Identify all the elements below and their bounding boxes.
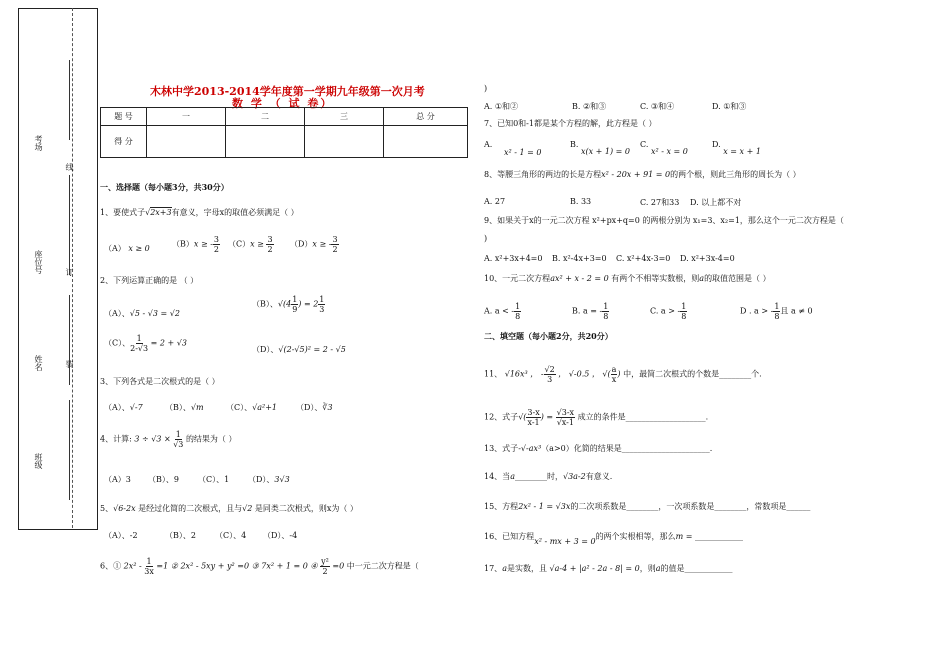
q11-stem: 11、 √16x³ ， - $\frac{√2}{3}$ ， √-0.5 ， √( $\frac{a}{x}$ ) 中，最简二次根式的个数是________个. <box>484 365 762 384</box>
q3-stem: 3、下列各式是二次根式的是（ ） <box>100 377 220 386</box>
q15-stem: 15、方程2x² - 1 = √3x的二次项系数是________，一次项系数是________，常数项是______ <box>484 502 811 511</box>
q9-stem: 9、如果关于x的一元二次方程 x²+px+q=0 的两根分别为 x₁=3、x₂=1，那么这个一元二次方程是（ <box>484 216 844 225</box>
name-line <box>69 295 70 385</box>
q8-option-b: B. 33 <box>570 197 592 206</box>
q2-stem: 2、下列运算正确的是 （ ） <box>100 276 199 285</box>
score-header: 一 <box>147 108 226 126</box>
q10-option-c: C. a > - $\frac{1}{8}$ <box>650 302 687 321</box>
score-header: 总 分 <box>384 108 468 126</box>
q10-option-b: B. a = - $\frac{1}{8}$ <box>572 302 609 321</box>
q1-stem: 1、要使式子√2x+3有意义，字母x的取值必须满足（ ） <box>100 208 299 217</box>
seal-line-char: 线 <box>65 163 74 171</box>
q5-option-c: （C）、4 <box>215 531 247 540</box>
q16-stem: 16、已知方程x² - mx + 3 = 0的两个实根相等，那么m = ____________ <box>484 532 743 546</box>
seat-line <box>69 175 70 275</box>
q5-stem: 5、√6-2x 是经过化简的二次根式，且与√2 是同类二次根式，则x为（ ） <box>100 504 358 513</box>
class-line <box>69 400 70 500</box>
score-header: 二 <box>226 108 305 126</box>
q4-option-d: （D）、3√3 <box>248 475 290 484</box>
score-table <box>100 107 468 158</box>
score-cell[interactable] <box>305 126 384 158</box>
q12-stem: 12、式子√( $\frac{3-x}{x-1}$ ) = $\frac{√3-x}{√x-1}$ 成立的条件是____________________. <box>484 408 709 427</box>
q7-option-d: D. x = x + 1 <box>712 140 761 156</box>
seat-label: 座位号 <box>34 250 43 274</box>
score-header: 三 <box>305 108 384 126</box>
room-line <box>69 60 70 140</box>
q6-option-c: C. ③和④ <box>640 102 675 111</box>
q2-option-c: （C）、 $\frac{1}{2-√3}$ = 2 + √3 <box>104 334 187 353</box>
room-label: 考场 <box>34 135 43 151</box>
q4-option-c: （C）、1 <box>198 475 230 484</box>
q17-stem: 17、a是实数，且 √a-4 + |a² - 2a - 8| = 0，则a的值是____________ <box>484 564 733 573</box>
q1-option-c: （C）x ≥ $\frac{3}{2}$ <box>228 235 273 254</box>
seal-bind-char: 订 <box>65 268 74 276</box>
score-cell[interactable] <box>384 126 468 158</box>
q1-option-a: （A） x ≥ 0 <box>104 244 150 253</box>
q8-option-d: D. 以上都不对 <box>690 198 742 207</box>
score-cell[interactable] <box>226 126 305 158</box>
subject-title: 数 学 （ 试 卷） <box>232 97 334 110</box>
q8-option-a: A. 27 <box>484 197 506 206</box>
q3-option-d: （D）、∛3 <box>296 403 333 412</box>
q9-option-b: B. x²-4x+3=0 <box>552 254 607 263</box>
q2-option-b: （B）、√(4 $\frac{1}{9}$ ) = 2 $\frac{1}{3}$ <box>252 295 325 314</box>
name-label: 姓名 <box>34 355 43 371</box>
q3-option-a: （A）、√-7 <box>104 403 143 412</box>
q9-close: ) <box>484 234 488 243</box>
section1-title: 一、选择题（每小题3分，共30分） <box>100 182 229 192</box>
q7-option-c: C. x² - x = 0 <box>640 140 688 156</box>
q5-option-a: （A）、-2 <box>104 531 138 540</box>
q8-option-c: C. 27和33 <box>640 198 680 207</box>
q5-option-d: （D）、-4 <box>263 531 298 540</box>
q3-option-c: （C）、√a²+1 <box>226 403 277 412</box>
q7-option-a-expr: x² - 1 = 0 <box>504 148 542 157</box>
section2-title: 二、填空题（每小题2分，共20分） <box>484 331 613 341</box>
q10-stem: 10、一元二次方程ax² + x - 2 = 0 有两个不相等实数根，则a的取值范围是（ ） <box>484 274 771 283</box>
q2-option-d: （D）、√(2-√5)² = 2 - √5 <box>252 345 346 354</box>
q6-option-b: B. ②和③ <box>572 102 607 111</box>
q6-option-a: A. ①和② <box>484 102 519 111</box>
score-cell[interactable] <box>147 126 226 158</box>
q7-option-b: B. x(x + 1) = 0 <box>570 140 630 156</box>
q4-stem: 4、计算: 3 ÷ √3 × $\frac{1}{√3}$ 的结果为（ ） <box>100 430 237 449</box>
q9-option-c: C. x²+4x-3=0 <box>616 254 671 263</box>
seal-fold-char: 装 <box>65 360 74 368</box>
q1-option-b: （B）x ≥ - $\frac{3}{2}$ <box>172 235 219 254</box>
q6-stem: 6、① 2x² - $\frac{1}{3x}$ =1 ② 2x² - 5xy + y² =0 ③ 7x² + 1 = 0 ④ $\frac{\text{y²}}{2}$ =0 中一元二次方程是（ <box>100 557 419 576</box>
q5-option-b: （B）、2 <box>165 531 196 540</box>
binding-strip <box>18 8 98 530</box>
score-row-label: 得 分 <box>101 126 147 158</box>
q14-stem: 14、当a________时，√3a-2有意义. <box>484 472 613 481</box>
q10-option-a: A. a < - $\frac{1}{8}$ <box>484 302 521 321</box>
q1-option-d: （D）x ≥ - $\frac{3}{2}$ <box>290 235 338 254</box>
class-label: 班级 <box>34 453 43 469</box>
q9-option-a: A. x²+3x+4=0 <box>484 254 543 263</box>
q4-option-a: （A）3 <box>104 475 131 484</box>
q7-option-a: A. <box>484 140 493 149</box>
q6-option-d: D. ①和③ <box>712 102 747 111</box>
q6-close: ) <box>484 84 488 93</box>
q8-stem: 8、等腰三角形的两边的长是方程x² - 20x + 91 = 0的两个根，则此三角形的周长为（ ） <box>484 170 801 179</box>
q13-stem: 13、式子-√-ax³（a>0）化简的结果是______________________. <box>484 444 713 453</box>
q4-option-b: （B）、9 <box>148 475 179 484</box>
q9-option-d: D. x²+3x-4=0 <box>680 254 735 263</box>
q7-stem: 7、已知0和-1都是某个方程的解，此方程是（ ） <box>484 119 657 128</box>
q3-option-b: （B）、√m <box>165 403 204 412</box>
q10-option-d: D . a > - $\frac{1}{8}$ 且 a ≠ 0 <box>740 302 813 321</box>
school-title: 木林中学2013-2014学年度第一学期九年级第一次月考 <box>150 85 425 98</box>
score-header: 题 号 <box>101 108 147 126</box>
q2-option-a: （A）、√5 - √3 = √2 <box>104 309 180 318</box>
